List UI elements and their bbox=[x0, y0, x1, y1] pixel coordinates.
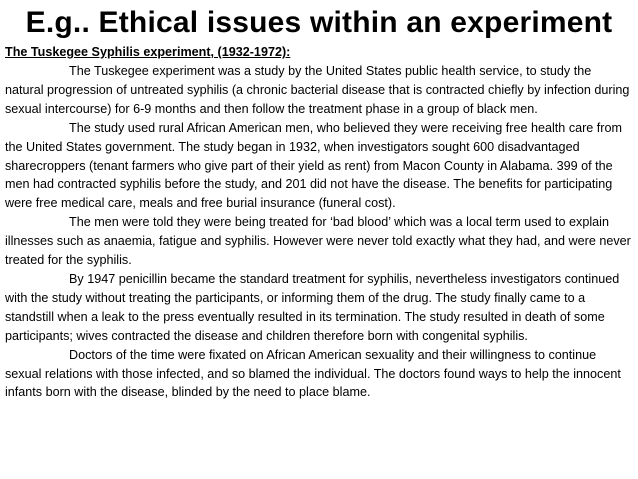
paragraph-4: By 1947 penicillin became the standard treatment for syphilis, nevertheless investigators continued with the study without treating the participants, or informing them of the drug. The study finally came to a standstill when a leak to the press eventually resulted in its termination. The study resulted in death of some participants; wives contracted the disease and children therefore born with congenital syphilis. bbox=[5, 271, 620, 343]
body-text bbox=[5, 62, 633, 402]
paragraph-5: Doctors of the time were fixated on African American sexuality and their willingness to continue sexual relations with those infected, and so blamed the individual. The doctors found ways to help the innocent infants born with the disease, blinded by the need to place blame. bbox=[5, 347, 621, 400]
slide-title: E.g.. Ethical issues within an experiment bbox=[25, 6, 613, 39]
paragraph-3: The men were told they were being treated for ‘bad blood’ which was a local term used to explain illnesses such as anaemia, fatigue and syphilis. However were never told exactly what they had, and were never treated for the syphilis. bbox=[5, 215, 631, 268]
paragraph-2: The study used rural African American men, who believed they were receiving free health care from the United States government. The study began in 1932, when investigators sought 600 disadvantaged sharecroppers (tenant farmers who give part of their yield as rent) from Macon County in Alabama. 399 of the men had contracted syphilis before the study, and 201 did not have the disease. The benefits for participating were free medical care, meals and free burial insurance (funeral cost). bbox=[5, 120, 622, 211]
paragraph-1: The Tuskegee experiment was a study by the United States public health service, to study the natural progression of untreated syphilis (a chronic bacterial disease that is contracted chiefly by infection during sexual intercourse) for 6-9 months and then follow the treatment phase in a group of black men. bbox=[5, 64, 630, 116]
section-heading: The Tuskegee Syphilis experiment, (1932-1972): bbox=[5, 45, 291, 59]
